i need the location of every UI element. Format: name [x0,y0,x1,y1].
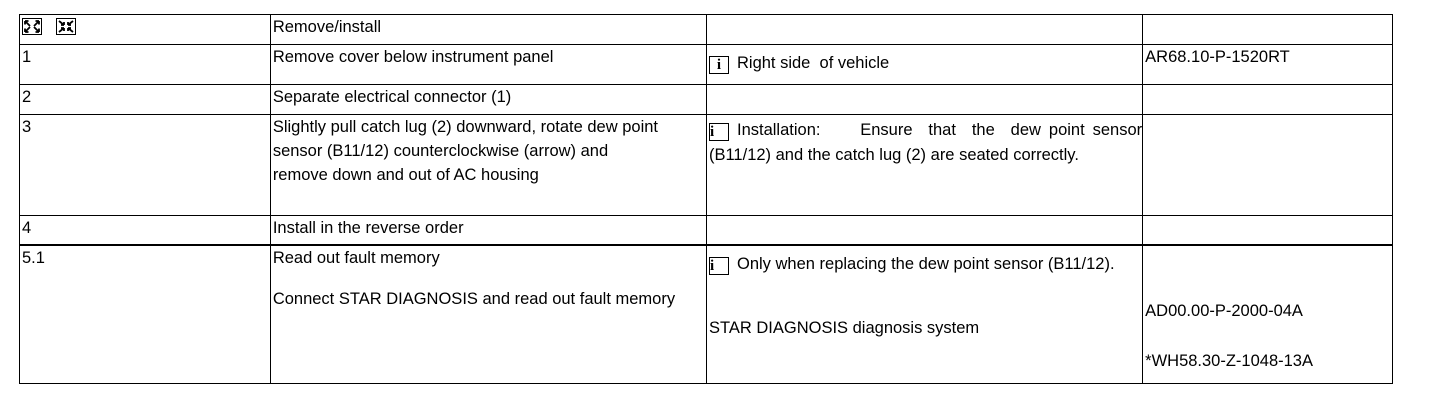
step-reference-cell [1143,115,1393,216]
info-icon: i [709,257,729,275]
step-number: 4 [20,216,271,245]
step-reference-cell [1143,245,1393,384]
step-number: 3 [20,115,271,216]
header-empty-cell [706,15,1142,45]
step-number: 2 [20,85,271,115]
collapse-icon[interactable] [56,18,76,35]
step-action: Remove cover below instrument panel [270,45,706,85]
table-row [20,245,1393,384]
step-reference[interactable]: AR68.10-P-1520RT [1143,45,1393,85]
step-action: Separate electrical connector (1) [270,85,706,115]
step-note: Right side of vehicle [736,54,890,72]
expand-icon[interactable] [22,18,42,35]
step-reference-cell [1143,85,1393,115]
table-row [20,45,1393,85]
table-header-row [20,15,1393,45]
step-note-secondary: STAR DIAGNOSIS diagnosis system [708,318,980,337]
info-icon: i [709,56,729,74]
spacer [273,270,676,287]
table-row [20,85,1393,115]
step-action-secondary: Connect STAR DIAGNOSIS and read out fault memory [272,289,676,308]
step-note-cell [706,45,1142,85]
header-empty-cell [1143,15,1393,45]
step-action: Install in the reverse order [270,216,706,245]
step-reference-cell [1143,216,1393,245]
step-note-cell [706,85,1142,115]
header-icons-cell [20,15,271,45]
step-number: 5.1 [20,245,271,384]
step-note-cell [706,115,1147,216]
step-note: Installation: Ensure that the dew point sensor (B11/12) and the catch lug (2) are seated correctly. [708,121,1147,164]
info-icon: i [709,123,729,141]
step-note: Only when replacing the dew point sensor (B11/12). [736,254,1115,273]
step-reference-secondary[interactable]: *WH58.30-Z-1048-13A [1145,351,1313,370]
spacer [1145,323,1392,349]
step-action: Slightly pull catch lug (2) downward, rotate dew point sensor (B11/12) counterclockwise (arrow) and remove down and out of AC housing [270,115,706,216]
table-row [20,216,1393,245]
step-reference[interactable]: AD00.00-P-2000-04A [1145,301,1303,320]
table-row [20,115,1393,216]
spacer [709,276,1142,316]
step-note-cell [706,216,1142,245]
procedure-table [19,14,1393,384]
header-title: Remove/install [270,15,706,45]
step-note-cell [706,245,1142,384]
step-action: Read out fault memory [272,248,440,267]
step-number: 1 [20,45,271,85]
step-action-cell [270,245,706,384]
